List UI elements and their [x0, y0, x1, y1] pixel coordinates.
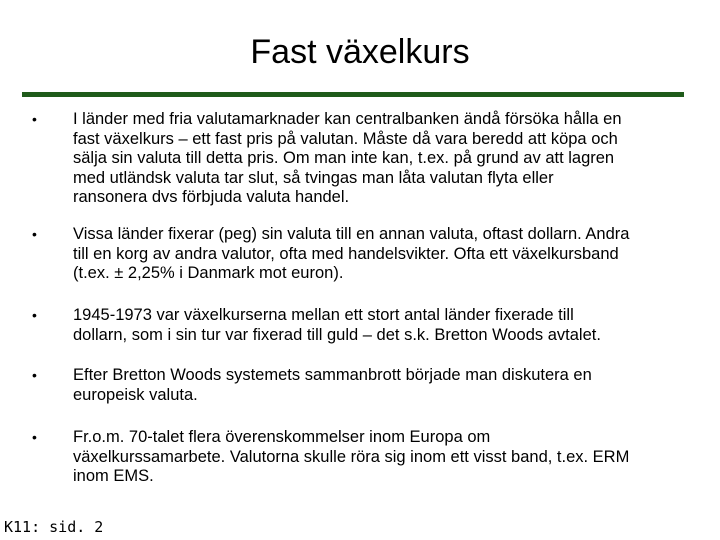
bullet-text-4: Efter Bretton Woods systemets sammanbrott började man diskutera en europeisk valuta.	[73, 366, 592, 404]
bullet-icon: •	[32, 226, 37, 242]
bullet-text-2: Vissa länder fixerar (peg) sin valuta till en annan valuta, oftast dollarn. Andra till en korg av andra valutor, ofta med handelsvikter. Ofta ett växelkursband (t.ex. ± 2,25% i Danmark mot euron).	[73, 225, 630, 282]
bullet-text-3: 1945-1973 var växelkurserna mellan ett stort antal länder fixerade till dollarn, som i sin tur var fixerad till guld – det s.k. Bretton Woods avtalet.	[73, 306, 601, 344]
bullet-icon: •	[32, 307, 37, 323]
bullet-text-5: Fr.o.m. 70-talet flera överenskommelser inom Europa om växelkurssamarbete. Valutorna skulle röra sig inom ett visst band, t.ex. ERM inom EMS.	[73, 428, 630, 485]
title-divider	[22, 92, 684, 97]
bullet-icon: •	[32, 111, 37, 127]
bullet-icon: •	[32, 367, 37, 383]
bullet-text-1: I länder med fria valutamarknader kan centralbanken ändå försöka hålla en fast växelkurs – ett fast pris på valutan. Måste då vara beredd att köpa och sälja sin valuta till detta pris. Om man inte kan, t.ex. på grund av att lagren med utländsk valuta tar slut, så tvingas man låta valutan flyta eller ransonera dvs förbjuda valuta handel.	[73, 110, 622, 206]
bullet-icon: •	[32, 429, 37, 445]
slide-title: Fast växelkurs	[250, 33, 470, 71]
slide-footer-label: K11: sid. 2	[4, 518, 104, 536]
